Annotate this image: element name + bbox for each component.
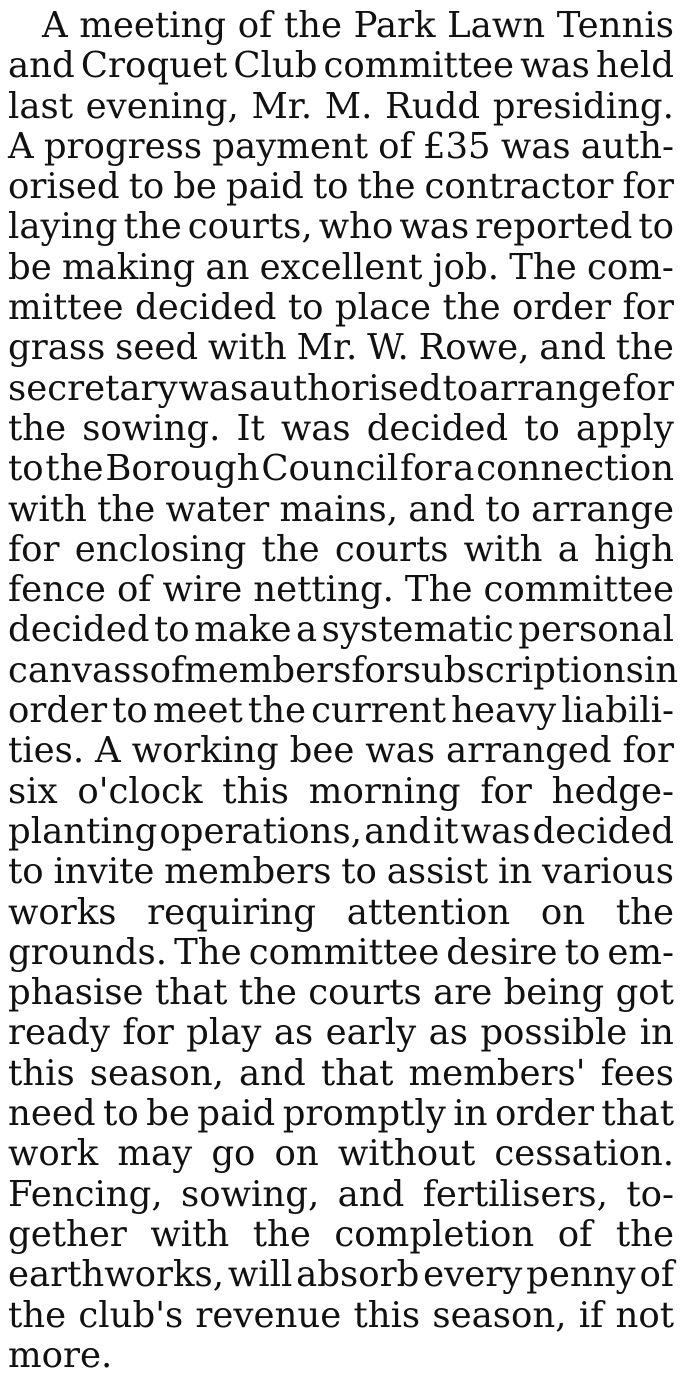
article-line: laying the courts, who was reported to	[8, 206, 674, 248]
article-line: ready for play as early as possible in	[8, 1012, 674, 1054]
article-line: the club's revenue this season, if not	[8, 1294, 674, 1336]
article-line: and Croquet Club committee was held	[8, 45, 674, 87]
article-line: earthworks, will absorb every penny of	[8, 1254, 674, 1296]
article-line: secretary was authorised to arrange for	[8, 367, 674, 409]
article-line: need to be paid promptly in order that	[8, 1093, 674, 1135]
article-line: six o'clock this morning for hedge-	[8, 770, 674, 812]
article-line: fence of wire netting. The committee	[8, 569, 674, 611]
article-line: A progress payment of £35 was auth-	[8, 125, 674, 167]
article-line: Fencing, sowing, and fertilisers, to-	[8, 1173, 674, 1215]
article-line: mittee decided to place the order for	[8, 287, 674, 329]
article-line: to the Borough Council for a connection	[8, 448, 674, 490]
article-line: ties. A working bee was arranged for	[8, 730, 674, 772]
article-line: more.	[8, 1334, 113, 1376]
article-line: be making an excellent job. The com-	[8, 246, 674, 288]
news-article	[8, 5, 679, 1376]
article-line: order to meet the current heavy liabili-	[8, 690, 674, 732]
article-line: this season, and that members' fees	[8, 1052, 674, 1094]
article-line: with the water mains, and to arrange	[8, 488, 674, 530]
article-line: grass seed with Mr. W. Rowe, and the	[8, 327, 674, 369]
article-line: orised to be paid to the contractor for	[8, 166, 674, 208]
article-line: to invite members to assist in various	[8, 851, 674, 893]
article-line: for enclosing the courts with a high	[8, 528, 674, 570]
article-line: A meeting of the Park Lawn Tennis	[42, 5, 674, 46]
article-line: planting operations, and it was decided	[8, 810, 674, 852]
article-line: phasise that the courts are being got	[8, 972, 674, 1014]
article-line: decided to make a systematic personal	[8, 609, 674, 651]
article-line: grounds. The committee desire to em-	[8, 931, 674, 973]
article-line: the sowing. It was decided to apply	[8, 407, 674, 449]
article-line: last evening, Mr. M. Rudd presiding.	[8, 85, 674, 127]
article-line: canvass of members for subscriptions in	[8, 649, 679, 691]
article-line: work may go on without cessation.	[8, 1133, 674, 1175]
article-line: works requiring attention on the	[8, 891, 674, 933]
article-line: gether with the completion of the	[8, 1213, 674, 1255]
